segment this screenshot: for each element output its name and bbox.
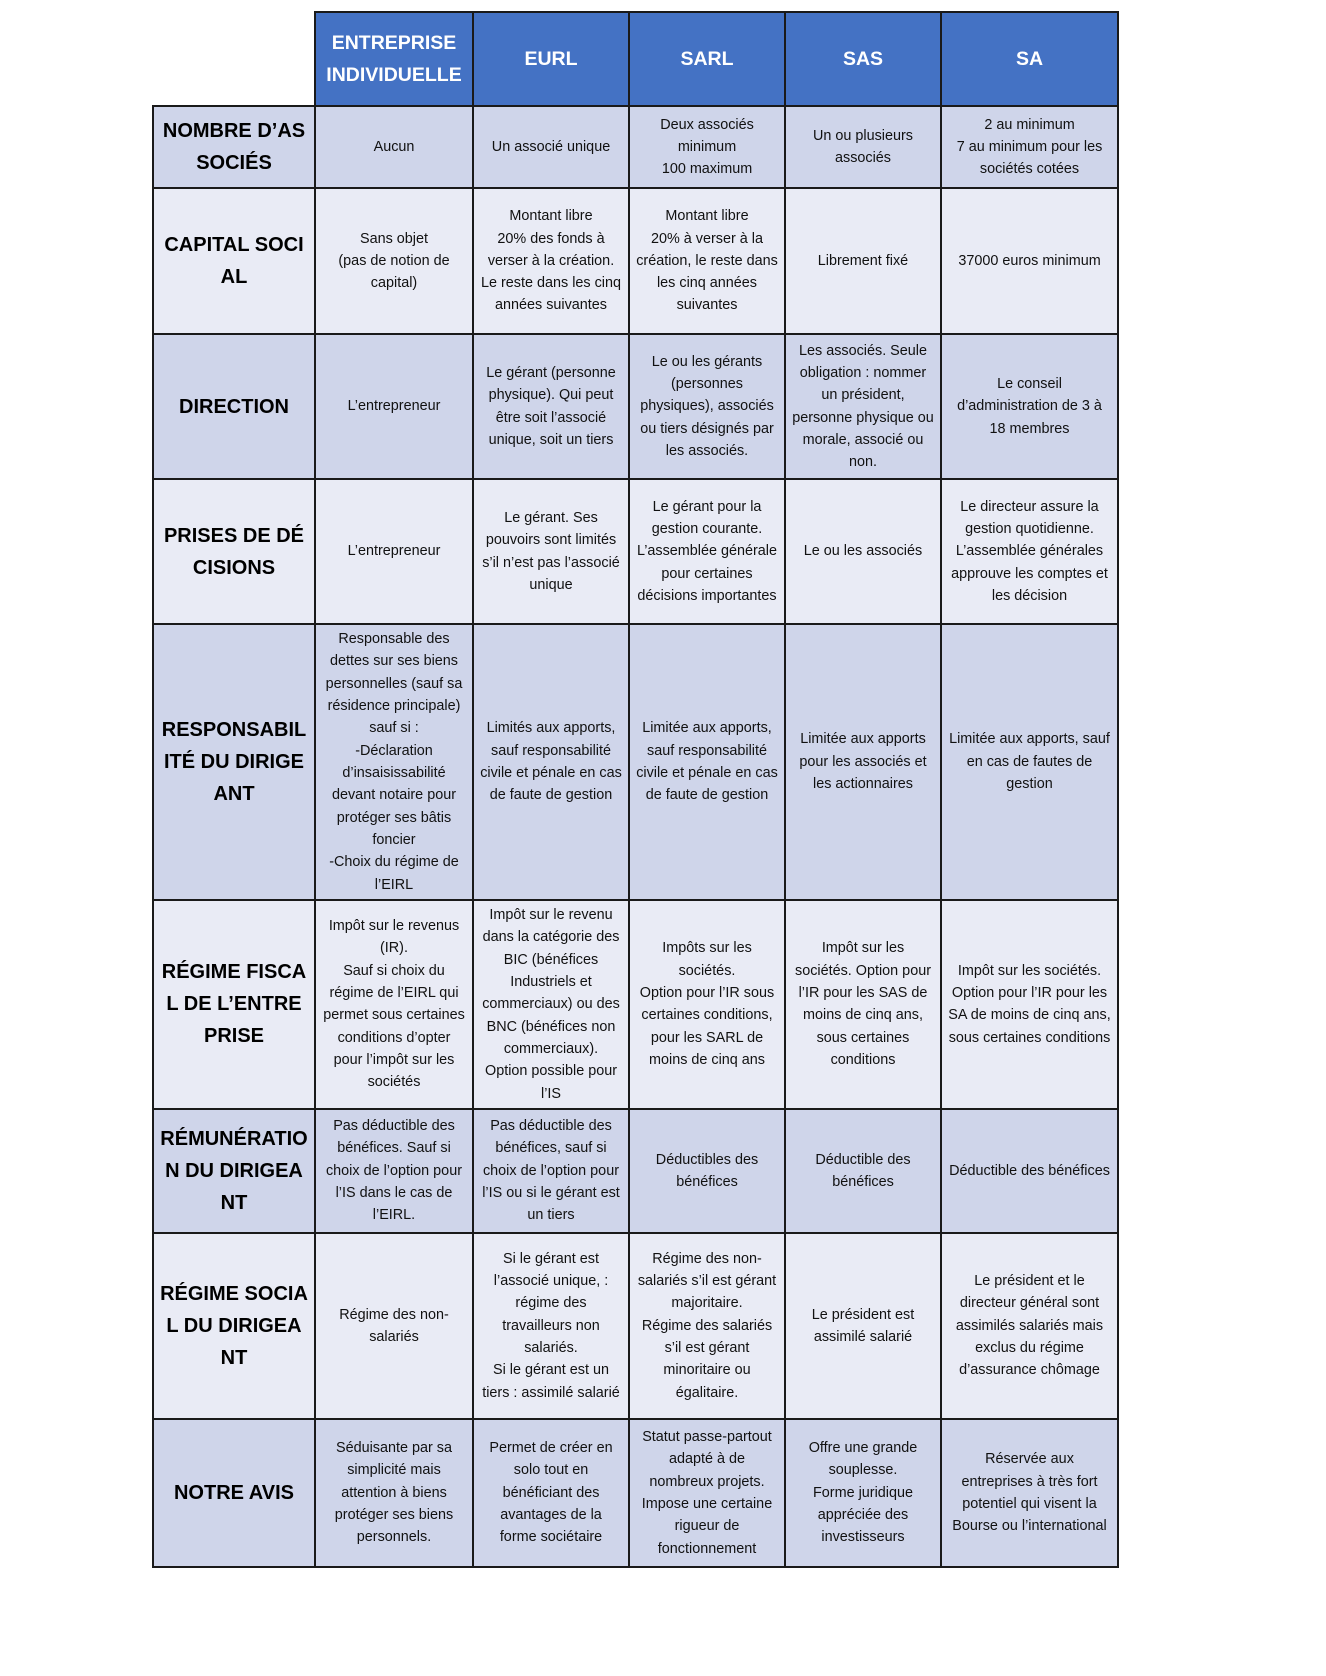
table-cell: Impôt sur le revenu dans la catégorie des BIC (bénéfices Industriels et commerciaux) ou des BNC (bénéfices non commerciaux). Option possible pour l’IS	[473, 900, 629, 1109]
table-cell: Librement fixé	[785, 188, 941, 334]
table-cell: Le président est assimilé salarié	[785, 1233, 941, 1419]
table-cell: Deux associés minimum 100 maximum	[629, 106, 785, 188]
column-header-sarl: SARL	[629, 12, 785, 106]
table-cell: Sans objet (pas de notion de capital)	[315, 188, 473, 334]
table-row-notre-avis	[153, 1419, 1118, 1567]
table-cell: Le ou les associés	[785, 479, 941, 624]
table-row-capital-social	[153, 188, 1118, 334]
comparison-table	[152, 11, 1119, 1568]
table-cell: Le directeur assure la gestion quotidienne. L’assemblée générales approuve les comptes et les décision	[941, 479, 1118, 624]
table-cell: Limitée aux apports, sauf responsabilité civile et pénale en cas de faute de gestion	[629, 624, 785, 900]
table-cell: 2 au minimum 7 au minimum pour les sociétés cotées	[941, 106, 1118, 188]
table-cell: Le ou les gérants (personnes physiques), associés ou tiers désignés par les associés.	[629, 334, 785, 479]
table-cell: Régime des non-salariés s’il est gérant majoritaire. Régime des salariés s’il est gérant minoritaire ou égalitaire.	[629, 1233, 785, 1419]
table-cell: Régime des non-salariés	[315, 1233, 473, 1419]
table-cell: Limités aux apports, sauf responsabilité civile et pénale en cas de faute de gestion	[473, 624, 629, 900]
table-cell: 37000 euros minimum	[941, 188, 1118, 334]
table-cell: Statut passe-partout adapté à de nombreux projets. Impose une certaine rigueur de fonctionnement	[629, 1419, 785, 1567]
table-cell: Pas déductible des bénéfices. Sauf si choix de l’option pour l’IS dans le cas de l’EIRL.	[315, 1109, 473, 1233]
row-header: RÉGIME FISCAL DE L’ENTREPRISE	[153, 900, 315, 1109]
table-cell: Permet de créer en solo tout en bénéficiant des avantages de la forme sociétaire	[473, 1419, 629, 1567]
table-cell: Réservée aux entreprises à très fort potentiel qui visent la Bourse ou l’international	[941, 1419, 1118, 1567]
table-cell: Un associé unique	[473, 106, 629, 188]
table-cell: Pas déductible des bénéfices, sauf si choix de l’option pour l’IS ou si le gérant est un tiers	[473, 1109, 629, 1233]
table-row-direction	[153, 334, 1118, 479]
row-header: NOTRE AVIS	[153, 1419, 315, 1567]
table-cell: Impôt sur le revenus (IR). Sauf si choix du régime de l’EIRL qui permet sous certaines conditions d’opter pour l’impôt sur les sociétés	[315, 900, 473, 1109]
table-row-prises-de-decisions	[153, 479, 1118, 624]
row-header: DIRECTION	[153, 334, 315, 479]
column-header-eurl: EURL	[473, 12, 629, 106]
row-header: CAPITAL SOCIAL	[153, 188, 315, 334]
table-cell: Impôts sur les sociétés. Option pour l’IR sous certaines conditions, pour les SARL de moins de cinq ans	[629, 900, 785, 1109]
table-cell: Aucun	[315, 106, 473, 188]
corner-cell	[153, 12, 315, 106]
table-cell: Le président et le directeur général sont assimilés salariés mais exclus du régime d’assurance chômage	[941, 1233, 1118, 1419]
column-header-sas: SAS	[785, 12, 941, 106]
table-cell: Montant libre 20% à verser à la création, le reste dans les cinq années suivantes	[629, 188, 785, 334]
table-cell: Montant libre 20% des fonds à verser à la création. Le reste dans les cinq années suivantes	[473, 188, 629, 334]
table-cell: Le gérant pour la gestion courante. L’assemblée générale pour certaines décisions importantes	[629, 479, 785, 624]
row-header: NOMBRE D’ASSOCIÉS	[153, 106, 315, 188]
column-header-sa: SA	[941, 12, 1118, 106]
table-cell: L’entrepreneur	[315, 479, 473, 624]
table-cell: Un ou plusieurs associés	[785, 106, 941, 188]
table-cell: Si le gérant est l’associé unique, : régime des travailleurs non salariés. Si le gérant est un tiers : assimilé salarié	[473, 1233, 629, 1419]
table-row-regime-social	[153, 1233, 1118, 1419]
table-row-remuneration	[153, 1109, 1118, 1233]
header-row	[153, 12, 1118, 106]
table-cell: Limitée aux apports, sauf en cas de fautes de gestion	[941, 624, 1118, 900]
table-cell: Séduisante par sa simplicité mais attention à biens protéger ses biens personnels.	[315, 1419, 473, 1567]
table-cell: Déductible des bénéfices	[785, 1109, 941, 1233]
table-cell: L’entrepreneur	[315, 334, 473, 479]
table-row-nombre-associes	[153, 106, 1118, 188]
table-cell: Impôt sur les sociétés. Option pour l’IR pour les SA de moins de cinq ans, sous certaines conditions	[941, 900, 1118, 1109]
table-row-regime-fiscal	[153, 900, 1118, 1109]
row-header: PRISES DE DÉCISIONS	[153, 479, 315, 624]
row-header: RÉMUNÉRATION DU DIRIGEANT	[153, 1109, 315, 1233]
table-cell: Limitée aux apports pour les associés et les actionnaires	[785, 624, 941, 900]
table-cell: Les associés. Seule obligation : nommer un président, personne physique ou morale, associé ou non.	[785, 334, 941, 479]
column-header-entreprise-individuelle: ENTREPRISE INDIVIDUELLE	[315, 12, 473, 106]
table-row-responsabilite	[153, 624, 1118, 900]
table-cell: Déductible des bénéfices	[941, 1109, 1118, 1233]
table-cell: Déductibles des bénéfices	[629, 1109, 785, 1233]
table-cell: Le gérant (personne physique). Qui peut être soit l’associé unique, soit un tiers	[473, 334, 629, 479]
table-cell: Impôt sur les sociétés. Option pour l’IR pour les SAS de moins de cinq ans, sous certaines conditions	[785, 900, 941, 1109]
table-cell: Offre une grande souplesse. Forme juridique appréciée des investisseurs	[785, 1419, 941, 1567]
row-header: RÉGIME SOCIAL DU DIRIGEANT	[153, 1233, 315, 1419]
table-cell: Le gérant. Ses pouvoirs sont limités s’il n’est pas l’associé unique	[473, 479, 629, 624]
table-cell: Le conseil d’administration de 3 à 18 membres	[941, 334, 1118, 479]
table-cell: Responsable des dettes sur ses biens personnelles (sauf sa résidence principale) sauf si : -Déclaration d’insaisissabilité devant notaire pour protéger ses bâtis foncier -Choix du régime de l’EIRL	[315, 624, 473, 900]
row-header: RESPONSABILITÉ DU DIRIGEANT	[153, 624, 315, 900]
